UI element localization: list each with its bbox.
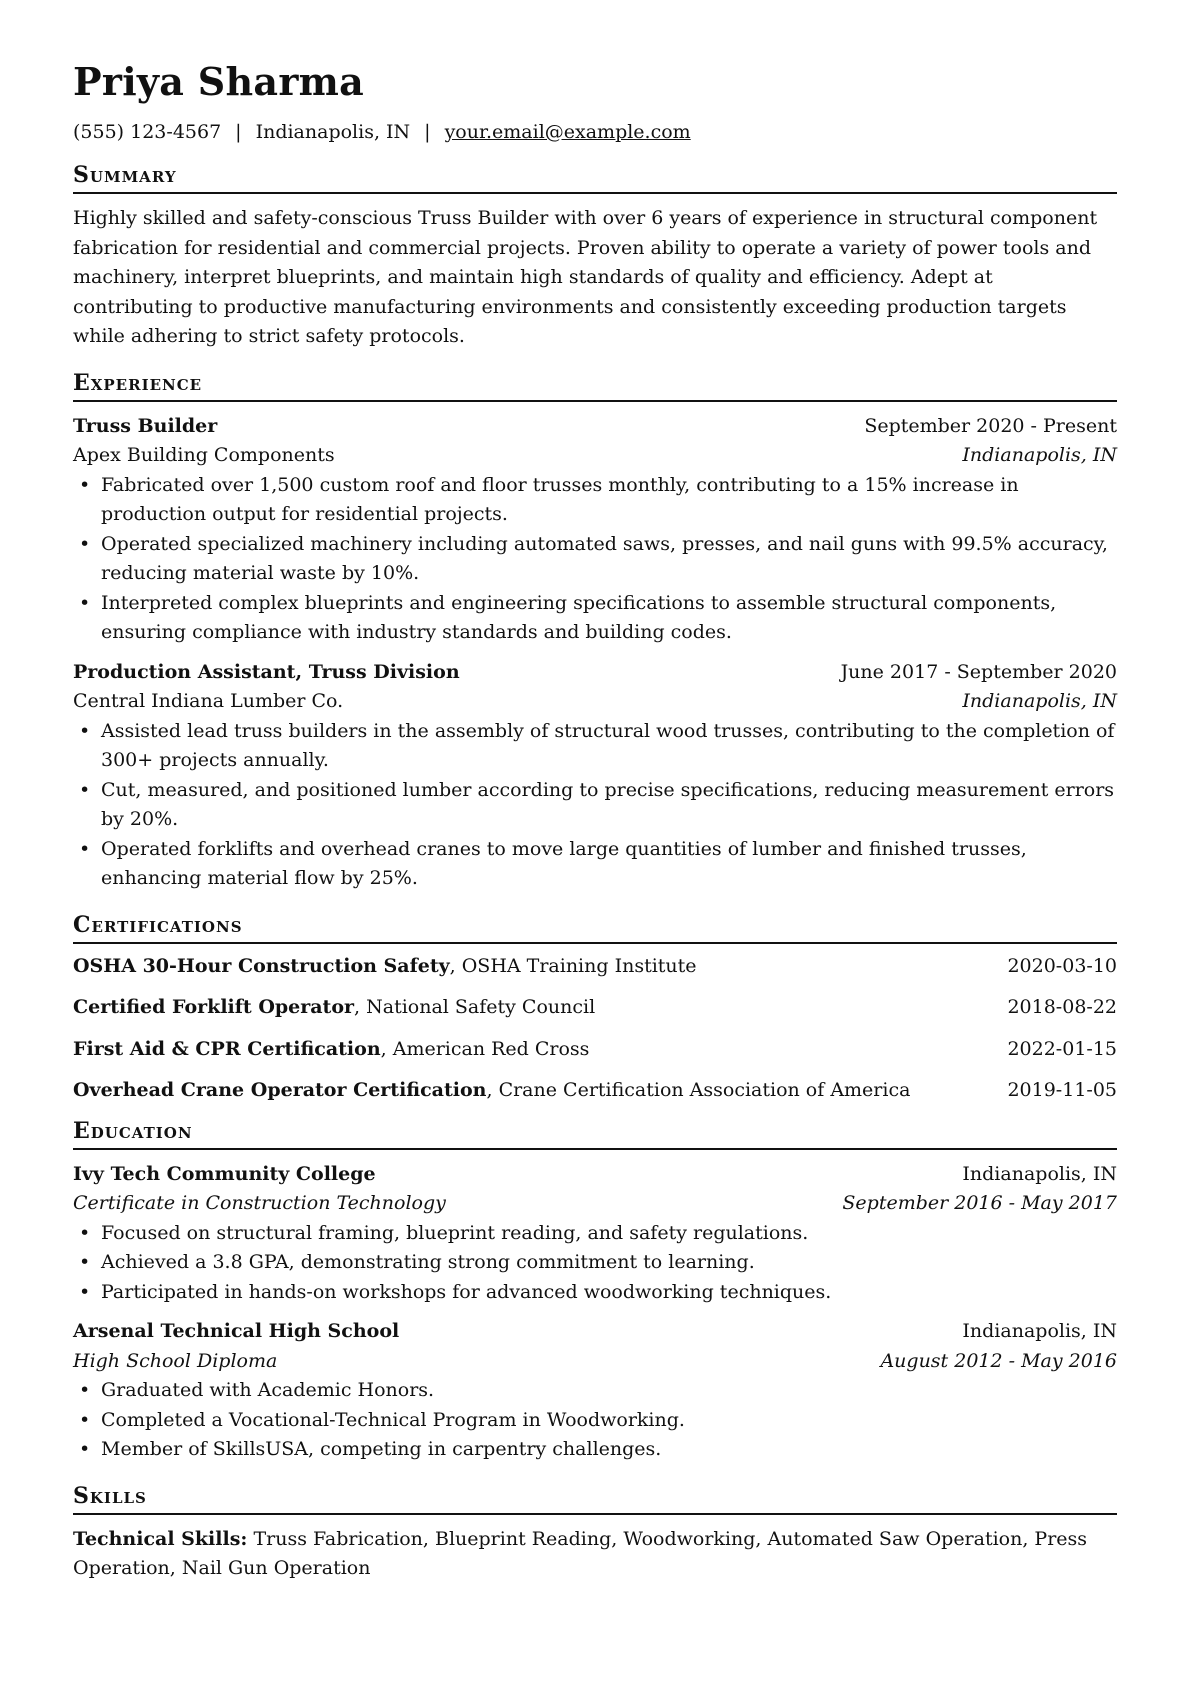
skills-list: Truss Fabrication, Blueprint Reading, Woodworking, Automated Saw Operation, Press Operation, Nail Gun Operation (73, 1527, 1088, 1579)
email-link[interactable]: your.email@example.com (444, 121, 691, 143)
bullet-item: • Fabricated over 1,500 custom roof and floor trusses monthly, contributing to a 15% increase in production output for residential projects. (101, 471, 1117, 530)
summary-text: Highly skilled and safety-conscious Truss Builder with over 6 years of experience in structural component fabrication for residential and commercial projects. Proven ability to operate a variety of power tools and machinery, interpret blueprints, and maintain high standards of quality and efficiency. Adept at contributing to productive manufacturing environments and consistently exceeding production targets while adhering to strict safety protocols. (73, 207, 1098, 347)
job-dates: September 2020 - Present (864, 414, 1117, 437)
section-title-skills: Skills (73, 1483, 1117, 1515)
school-name: Arsenal Technical High School (73, 1320, 400, 1342)
job-bullets (73, 717, 1117, 894)
education-entry (73, 1160, 1117, 1308)
contact-location: Indianapolis, IN (255, 121, 411, 143)
phone-number: (555) 123-4567 (73, 121, 222, 143)
bullet-item: • Participated in hands-on workshops for advanced woodworking techniques. (101, 1278, 1117, 1308)
degree-name: High School Diploma (73, 1349, 278, 1372)
contact-separator: | (235, 121, 242, 143)
education-bullets (73, 1376, 1117, 1465)
degree-name: Certificate in Construction Technology (73, 1192, 446, 1214)
school-location: Indianapolis, IN (962, 1320, 1117, 1342)
section-title-certifications: Certifications (73, 912, 1117, 944)
certification-name: First Aid & CPR Certification (73, 1037, 381, 1060)
job-location: Indianapolis, IN (962, 444, 1117, 466)
job-dates: June 2017 - September 2020 (840, 660, 1117, 683)
skills-label: Technical Skills: (73, 1527, 248, 1550)
school-location: Indianapolis, IN (962, 1162, 1117, 1185)
job-title: Production Assistant, Truss Division (73, 660, 460, 683)
education-entry (73, 1317, 1117, 1465)
certification-issuer: , Crane Certification Association of America (486, 1079, 911, 1101)
certification-date: 2019-11-05 (1007, 1079, 1117, 1101)
certification-name: Overhead Crane Operator Certification (73, 1079, 487, 1101)
school-name: Ivy Tech Community College (73, 1162, 376, 1185)
job-bullets (73, 471, 1117, 648)
certification-list (73, 952, 1117, 1106)
certification-item (73, 1076, 1117, 1106)
certification-date: 2022-01-15 (1007, 1037, 1117, 1060)
education-bullets (73, 1219, 1117, 1308)
certification-item (73, 952, 1117, 982)
company-name: Apex Building Components (73, 444, 335, 466)
experience-section (73, 370, 1117, 894)
experience-entry (73, 658, 1117, 894)
section-title-education: Education (73, 1118, 1117, 1150)
certification-issuer: , National Safety Council (354, 996, 596, 1018)
skills-section (73, 1483, 1117, 1584)
candidate-name: Priya Sharma (73, 59, 365, 104)
bullet-item: • Interpreted complex blueprints and engineering specifications to assemble structural components, ensuring compliance with industry standards and building codes. (101, 589, 1117, 648)
education-dates: August 2012 - May 2016 (880, 1349, 1117, 1372)
certification-date: 2020-03-10 (1007, 954, 1117, 977)
education-dates: September 2016 - May 2017 (842, 1192, 1117, 1214)
bullet-item: • Assisted lead truss builders in the assembly of structural wood trusses, contributing to the completion of 300+ projects annually. (101, 717, 1117, 776)
job-location: Indianapolis, IN (962, 690, 1117, 712)
certification-issuer: , American Red Cross (380, 1037, 590, 1060)
company-name: Central Indiana Lumber Co. (73, 690, 344, 712)
certification-date: 2018-08-22 (1007, 996, 1117, 1018)
certification-issuer: , OSHA Training Institute (449, 954, 697, 977)
certification-item (73, 993, 1117, 1023)
bullet-item: • Member of SkillsUSA, competing in carpentry challenges. (101, 1435, 1117, 1465)
bullet-item: • Operated forklifts and overhead cranes to move large quantities of lumber and finished trusses, enhancing material flow by 25%. (101, 835, 1117, 894)
summary-section (73, 162, 1117, 352)
certifications-section (73, 912, 1117, 1106)
certification-name: OSHA 30-Hour Construction Safety (73, 954, 450, 977)
bullet-item: • Achieved a 3.8 GPA, demonstrating strong commitment to learning. (101, 1248, 1117, 1278)
education-section (73, 1118, 1117, 1465)
bullet-item: • Cut, measured, and positioned lumber according to precise specifications, reducing measurement errors by 20%. (101, 776, 1117, 835)
job-title: Truss Builder (73, 414, 218, 437)
contact-line (73, 120, 1117, 144)
bullet-item: • Operated specialized machinery including automated saws, presses, and nail guns with 99.5% accuracy, reducing material waste by 10%. (101, 530, 1117, 589)
certification-item (73, 1035, 1117, 1065)
bullet-item: • Graduated with Academic Honors. (101, 1376, 1117, 1406)
technical-skills (73, 1525, 1117, 1584)
certification-name: Certified Forklift Operator (73, 996, 355, 1018)
contact-separator: | (424, 121, 431, 143)
experience-entry (73, 412, 1117, 648)
section-title-summary: Summary (73, 162, 1117, 194)
bullet-item: • Completed a Vocational-Technical Program in Woodworking. (101, 1406, 1117, 1436)
bullet-item: • Focused on structural framing, blueprint reading, and safety regulations. (101, 1219, 1117, 1249)
section-title-experience: Experience (73, 370, 1117, 402)
